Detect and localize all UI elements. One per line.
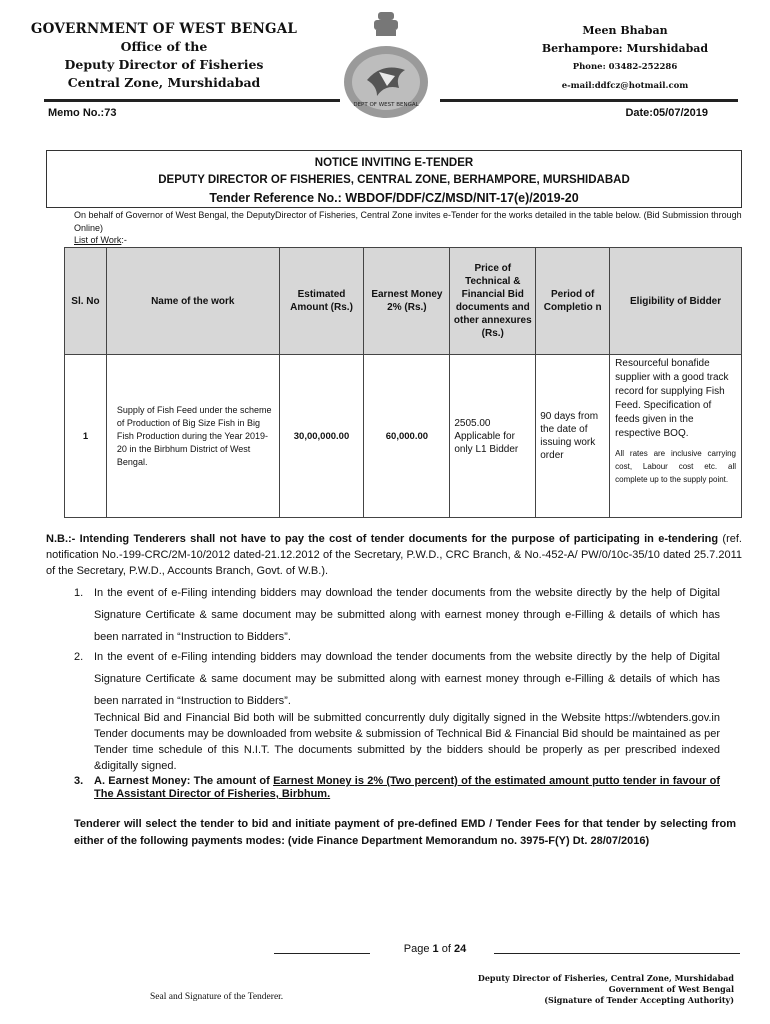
point-2: 2. In the event of e-Filing intending bidders may download the tender documents from the website directly by the help of Digital Signature Certificate & same document may be submitted along with earnest money through e-Filling & details of which has been narrated in “Instruction to Bidders”. xyxy=(74,651,720,707)
point-2b: Technical Bid and Financial Bid both will be submitted concurrently duly digitally signed in the Website https://wbtenders.gov.in Tender documents may be downloaded from website & submission of Technical Bid & Financial Bid should be maintained as per Tender time schedule of this N.I.T. The documents submitted by the bidders should be properly as per prescribed indexed &digitally signed. xyxy=(94,712,720,772)
cell-amount: 30,00,000.00 xyxy=(279,355,364,518)
office-name: Deputy Director of Fisheries xyxy=(64,57,264,72)
header-rule-left xyxy=(44,99,340,102)
header-price: Price of Technical & Financial Bid documents and other annexures (Rs.) xyxy=(450,248,536,355)
payment-mode-paragraph: Tenderer will select the tender to bid and initiate payment of pre-defined EMD / Tender Fees for that tender by selecting from either of the following payments modes: (vide Finance Department Memorandum no. 3975-F(Y) Dt. 28/07/2016) xyxy=(74,818,736,847)
table-header-row xyxy=(65,248,742,355)
header-period: Period of Completio n xyxy=(536,248,610,355)
header-name: Name of the work xyxy=(106,248,279,355)
email-address: e-mail:ddfcz@hotmail.com xyxy=(561,81,689,91)
notice-box xyxy=(46,150,742,208)
header-rule-right xyxy=(440,99,738,102)
point-1: 1. In the event of e-Filing intending bidders may download the tender documents from the website directly by the help of Digital Signature Certificate & same document may be submitted along with earnest money through e-Filling & details of which has been narrated in “Instruction to Bidders”. xyxy=(74,587,720,643)
footer-rule-right xyxy=(494,953,740,954)
cell-sl: 1 xyxy=(65,355,107,518)
table-row xyxy=(65,355,742,518)
cell-earnest: 60,000.00 xyxy=(364,355,450,518)
tenderer-signature-label: Seal and Signature of the Tenderer. xyxy=(150,992,284,1002)
authority-signature-block: Deputy Director of Fisheries, Central Zone, Murshidabad Government of West Bengal (Signature of Tender Accepting Authority) xyxy=(477,973,734,1005)
emblem-caption: DEPT OF WEST BENGAL xyxy=(353,102,419,108)
header-earnest: Earnest Money 2% (Rs.) xyxy=(364,248,450,355)
notice-title: NOTICE INVITING E-TENDER xyxy=(314,157,474,169)
cell-eligibility xyxy=(610,355,742,518)
page-indicator: Page 1 of 24 xyxy=(403,943,467,955)
header-amount: Estimated Amount (Rs.) xyxy=(279,248,364,355)
cell-name: Supply of Fish Feed under the scheme of Production of Big Size Fish in Big Fish Production during the Year 2019-20 in the Birbhum District of West Bengal. xyxy=(106,355,279,518)
office-zone: Central Zone, Murshidabad xyxy=(67,75,261,90)
nb-paragraph: N.B.:- Intending Tenderers shall not have to pay the cost of tender documents for the purpose of participating in e-tendering (ref. notification No.-199-CRC/2M-10/2012 dated-21.12.2012 of the Secretary, P.W.D., CRC Branch, & No.-452-A/ PW/0/10c-35/10 dated 25.7.2011 of the Secretary, P.W.D., Accounts Branch, Govt. of W.B.). xyxy=(46,533,742,577)
building-name: Meen Bhaban xyxy=(582,24,668,37)
eligibility-note: All rates are inclusive carrying cost, Labour cost etc. all complete up to the supply point. xyxy=(615,449,736,484)
header-eligibility: Eligibility of Bidder xyxy=(610,248,742,355)
memo-number: Memo No.:73 xyxy=(48,107,117,119)
address-header xyxy=(480,22,770,96)
govt-title: GOVERNMENT OF WEST BENGAL xyxy=(30,21,298,37)
tender-reference: Tender Reference No.: WBDOF/DDF/CZ/MSD/NIT-17(e)/2019-20 xyxy=(209,191,579,205)
list-of-work-label: List of Work:- xyxy=(74,235,127,245)
work-table xyxy=(64,247,742,518)
office-header xyxy=(14,20,314,92)
cell-period: 90 days from the date of issuing work order xyxy=(536,355,610,518)
government-emblem xyxy=(337,10,435,122)
eligibility-main: Resourceful bonafide supplier with a good track record for supplying Fish Feed. Specification of feeds given in the respective BOQ. xyxy=(615,358,729,439)
intro-paragraph xyxy=(74,209,744,247)
notice-subtitle: DEPUTY DIRECTOR OF FISHERIES, CENTRAL ZONE, BERHAMPORE, MURSHIDABAD xyxy=(158,174,630,186)
point-3: 3. A. Earnest Money: The amount of Earnest Money is 2% (Two percent) of the estimated amount putto tender in favour of The Assistant Director of Fisheries, Birbhum. xyxy=(74,775,720,800)
cell-price: 2505.00 Applicable for only L1 Bidder xyxy=(450,355,536,518)
intro-text: On behalf of Governor of West Bengal, the DeputyDirector of Fisheries, Central Zone invites e-Tender for the works detailed in the table below. (Bid Submission through Online) xyxy=(74,210,742,233)
office-line: Office of the xyxy=(120,39,208,54)
footer-rule-left xyxy=(274,953,370,954)
memo-date: Date:05/07/2019 xyxy=(625,107,708,119)
phone-number: Phone: 03482-252286 xyxy=(572,62,678,72)
city-name: Berhampore: Murshidabad xyxy=(541,42,709,55)
header-sl: Sl. No xyxy=(65,248,107,355)
